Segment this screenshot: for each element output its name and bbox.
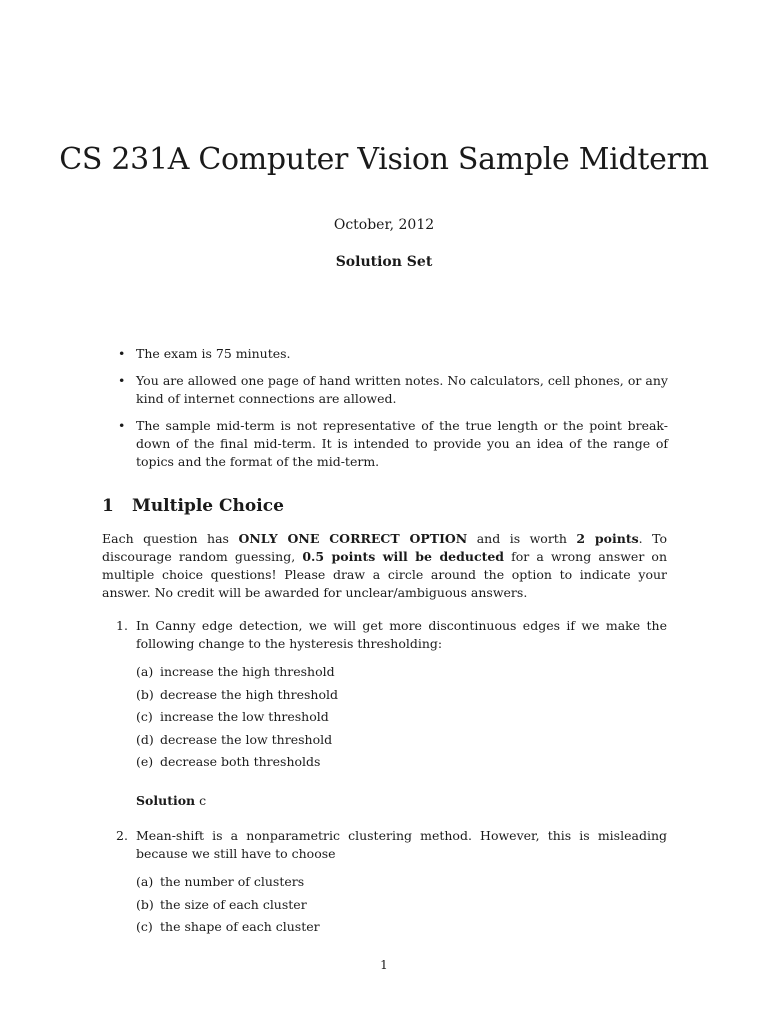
option-item[interactable]	[136, 731, 667, 754]
option-letter: (b)	[136, 896, 154, 912]
option-text: increase the high threshold	[160, 664, 335, 679]
option-text: decrease both thresholds	[160, 754, 321, 769]
option-text: decrease the low threshold	[160, 731, 333, 747]
exam-note-text: The exam is 75 minutes.	[136, 346, 291, 361]
question-number: 1.	[116, 618, 128, 633]
option-text: the size of each cluster	[160, 896, 307, 912]
question-number: 2.	[116, 828, 128, 843]
exam-note-text: The sample mid-term is not representative of the true length or the point break-down of the final mid-term. It is intended to provide you an idea of the range of topics and the format of the mid-term.	[136, 418, 668, 469]
option-text: decrease the high threshold	[160, 686, 338, 702]
solution-value: c	[199, 792, 207, 808]
document-subtitle: Solution Set	[335, 254, 433, 270]
intro-emphasis: 2 points	[576, 531, 639, 546]
option-item[interactable]	[136, 686, 667, 709]
solution-line	[136, 792, 667, 810]
intro-text: . To discourage random guessing,	[102, 531, 667, 564]
intro-text: for a wrong answer on multiple choice questions! Please draw a circle around the option to indicate your answer. No credit will be awarded for unclear/ambiguous answers.	[102, 549, 667, 600]
option-letter: (c)	[136, 709, 153, 724]
option-letter: (c)	[136, 919, 153, 934]
option-item[interactable]	[136, 896, 667, 919]
intro-emphasis: ONLY ONE CORRECT OPTION	[238, 531, 468, 546]
page-number: 1	[380, 958, 388, 972]
option-list	[136, 873, 667, 941]
question-1	[102, 617, 667, 810]
intro-emphasis: 0.5 points will be deducted	[302, 549, 505, 564]
option-text: the shape of each cluster	[160, 919, 320, 934]
solution-label: Solution	[136, 792, 196, 808]
section-number: 1	[102, 496, 114, 516]
option-letter: (e)	[136, 754, 154, 769]
intro-text: and is worth	[467, 531, 577, 546]
question-2	[102, 827, 667, 941]
bullet-icon: •	[118, 373, 126, 388]
bullet-icon: •	[118, 418, 126, 433]
question-text: Mean-shift is a nonparametric clustering method. However, this is misleading because we still have to choose	[136, 828, 667, 861]
option-item[interactable]	[136, 708, 667, 731]
document-date: October, 2012	[333, 217, 435, 233]
exam-note	[118, 345, 668, 363]
option-item[interactable]	[136, 873, 667, 896]
option-letter: (a)	[136, 874, 154, 889]
intro-text: Each question has	[102, 531, 239, 546]
option-item[interactable]	[136, 918, 667, 941]
section-heading	[102, 496, 284, 516]
document-title: CS 231A Computer Vision Sample Midterm	[59, 142, 709, 177]
section-title: Multiple Choice	[132, 496, 284, 516]
exam-note	[118, 372, 668, 408]
option-letter: (a)	[136, 664, 154, 679]
option-text: increase the low threshold	[160, 709, 329, 724]
exam-notes-list	[118, 345, 668, 480]
option-item[interactable]	[136, 753, 667, 776]
option-letter: (b)	[136, 686, 154, 702]
option-item[interactable]	[136, 663, 667, 686]
option-letter: (d)	[136, 731, 154, 747]
bullet-icon: •	[118, 346, 126, 361]
section-intro	[102, 530, 667, 602]
exam-note	[118, 417, 668, 471]
question-text: In Canny edge detection, we will get more discontinuous edges if we make the following change to the hysteresis thresholding:	[136, 618, 667, 651]
option-text: the number of clusters	[160, 874, 305, 889]
exam-note-text: You are allowed one page of hand written notes. No calculators, cell phones, or any kind of internet connections are allowed.	[136, 373, 668, 406]
option-list	[136, 663, 667, 776]
